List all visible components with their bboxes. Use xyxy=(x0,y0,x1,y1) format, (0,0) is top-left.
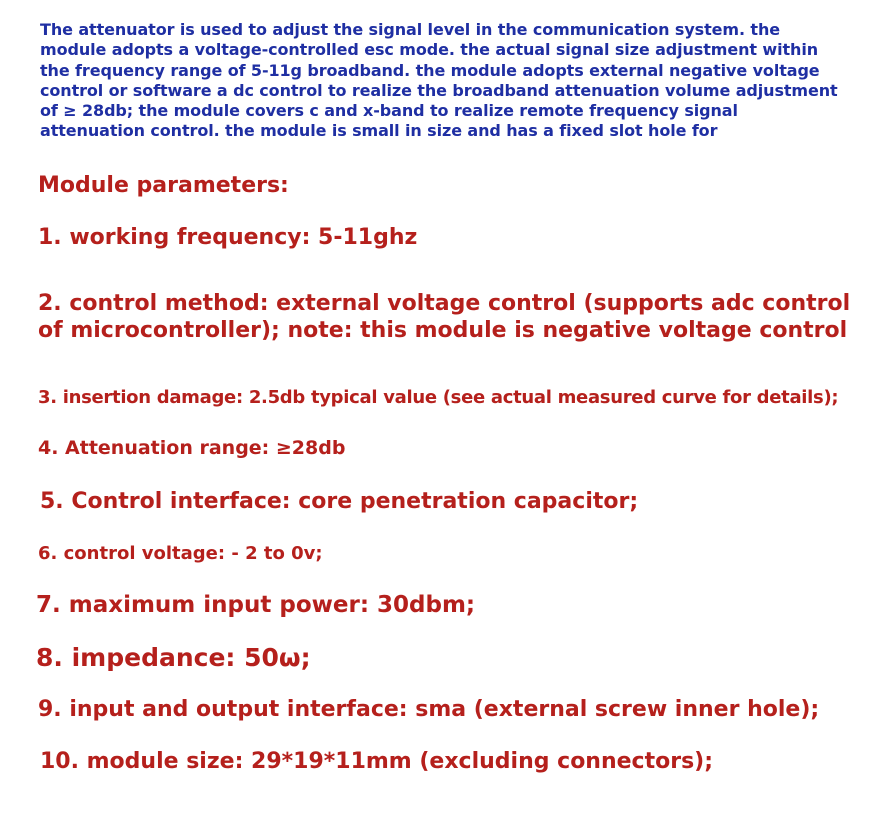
param-control-voltage: 6. control voltage: - 2 to 0v; xyxy=(38,543,323,564)
param-working-frequency: 1. working frequency: 5-11ghz xyxy=(38,225,418,250)
param-insertion-damage: 3. insertion damage: 2.5db typical value (see actual measured curve for details); xyxy=(38,387,839,408)
param-impedance: 8. impedance: 50ω; xyxy=(36,643,311,672)
param-max-input-power: 7. maximum input power: 30dbm; xyxy=(36,592,476,618)
param-module-size: 10. module size: 29*19*11mm (excluding connectors); xyxy=(40,749,714,774)
intro-paragraph: The attenuator is used to adjust the signal level in the communication system. the module adopts a voltage-controlled esc mode. the actual signal size adjustment within the frequency range of 5-11g broadband. the module adopts external negative voltage control or software a dc control to realize the broadband attenuation volume adjustment of ≥ 28db; the module covers c and x-band to realize remote frequency signal attenuation control. the module is small in size and has a fixed slot hole for xyxy=(40,20,838,141)
param-attenuation-range: 4. Attenuation range: ≥28db xyxy=(38,437,346,459)
param-control-interface: 5. Control interface: core penetration capacitor; xyxy=(40,489,639,514)
param-io-interface: 9. input and output interface: sma (external screw inner hole); xyxy=(38,697,820,722)
param-control-method: 2. control method: external voltage control (supports adc control of microcontroller); note: this module is negative voltage control xyxy=(38,291,851,343)
module-parameters-heading: Module parameters: xyxy=(38,173,289,198)
